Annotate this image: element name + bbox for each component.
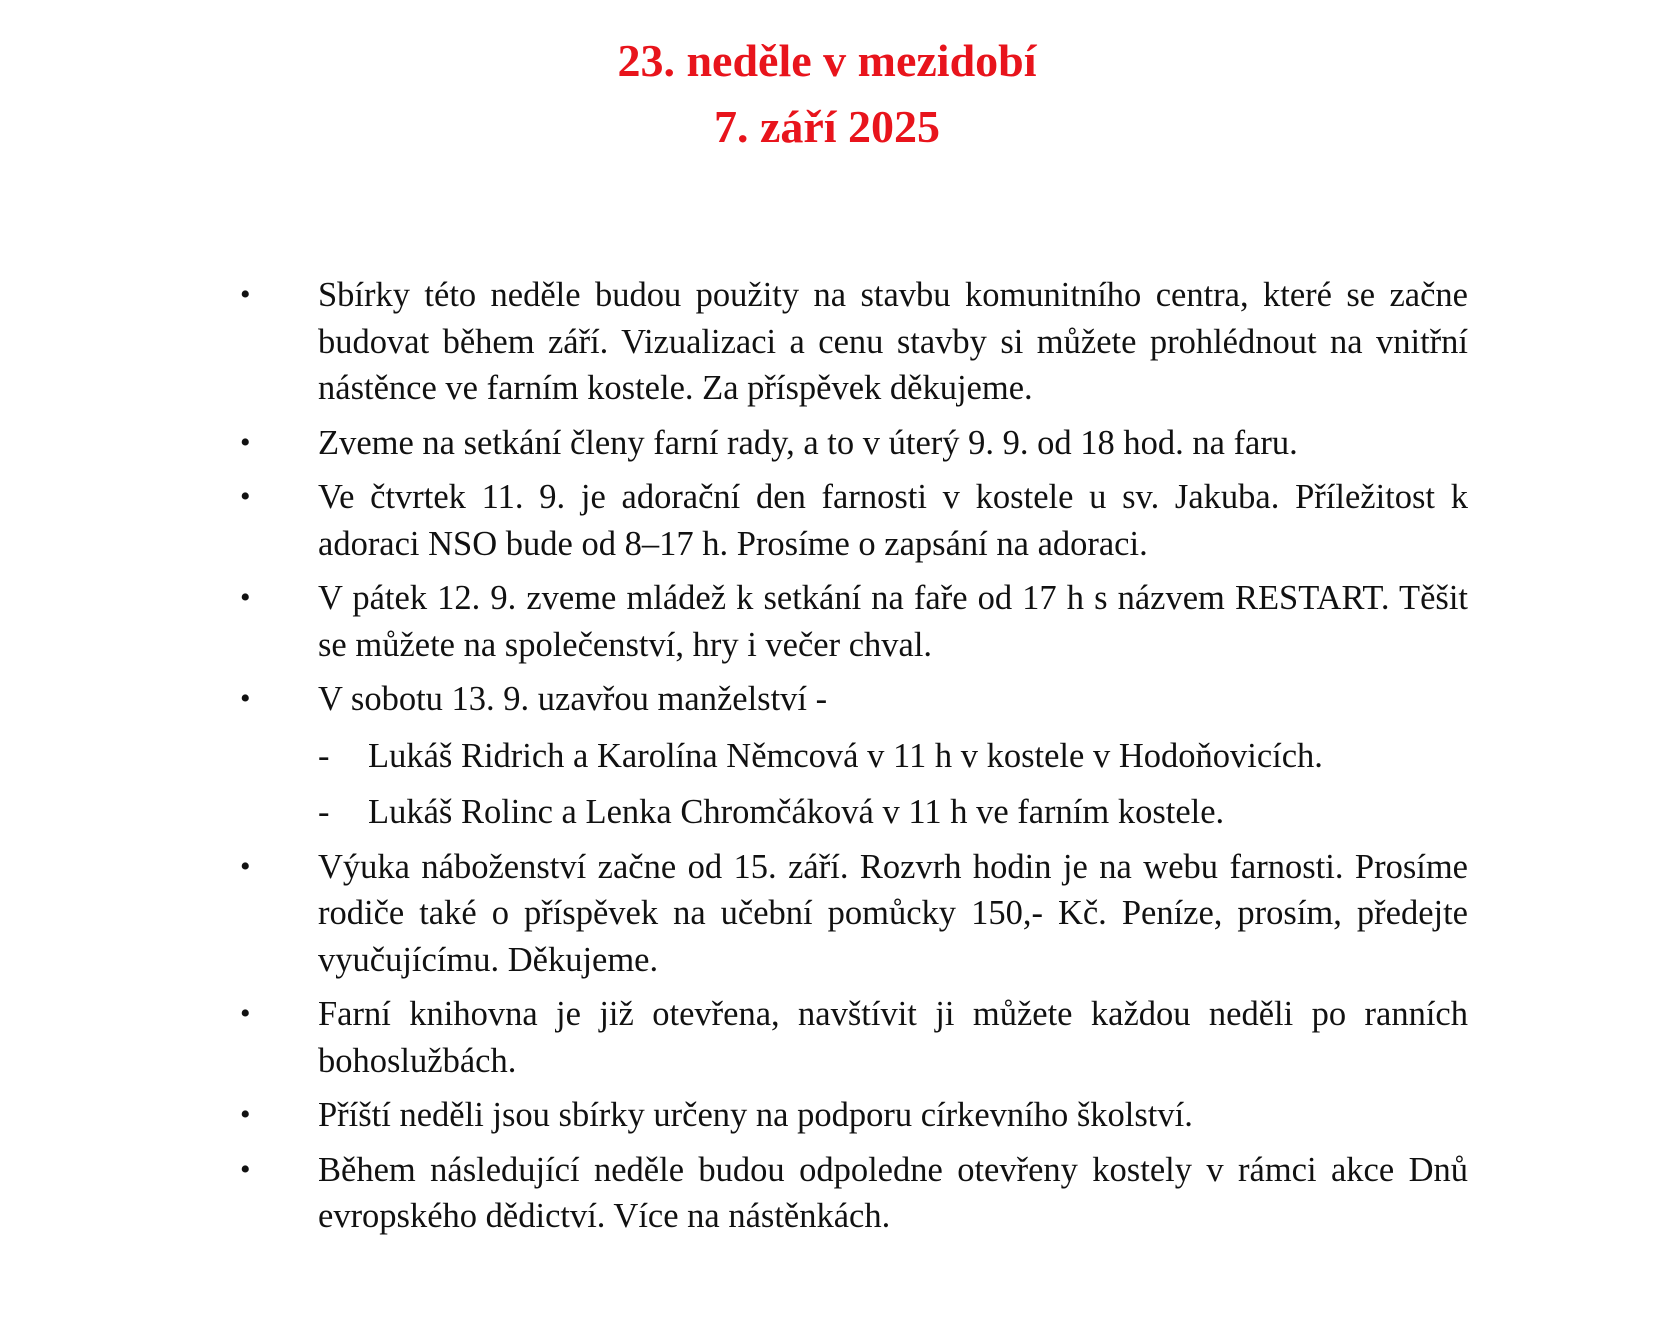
announcement-item bbox=[240, 844, 1468, 984]
bullet-icon: • bbox=[240, 480, 251, 513]
announcement-text: Farní knihovna je již otevřena, navštívit ji můžete každou neděli po ranních bohoslužbách. bbox=[318, 995, 1468, 1080]
announcement-item bbox=[240, 1092, 1468, 1139]
announcement-item bbox=[240, 676, 1468, 723]
bullet-icon: • bbox=[240, 1152, 251, 1186]
announcement-item bbox=[240, 474, 1468, 567]
bullet-icon: • bbox=[240, 682, 251, 715]
wedding-text: Lukáš Ridrich a Karolína Němcová v 11 h v kostele v Hodoňovicích. bbox=[368, 736, 1323, 775]
announcement-text: V pátek 12. 9. zveme mládež k setkání na faře od 17 h s názvem RESTART. Těšit se můžete na společenství, hry i večer chval. bbox=[318, 579, 1468, 664]
announcement-text: Během následující neděle budou odpoledne otevřeny kostely v rámci akce Dnů evropského dědictví. Více na nástěnkách. bbox=[318, 1150, 1468, 1235]
announcement-text: Sbírky této neděle budou použity na stavbu komunitního centra, které se začne budovat během září. Vizualizaci a cenu stavby si můžete prohlédnout na vnitřní nástěnce ve farním kostele. Za příspěvek děkujeme. bbox=[318, 276, 1468, 407]
announcement-text: Ve čtvrtek 11. 9. je adorační den farnosti v kostele u sv. Jakuba. Příležitost k adoraci NSO bude od 8–17 h. Prosíme o zapsání na adoraci. bbox=[318, 478, 1468, 563]
wedding-subitem bbox=[318, 733, 1468, 780]
bullet-icon: • bbox=[240, 425, 251, 459]
bullet-icon: • bbox=[240, 581, 251, 614]
announcement-item bbox=[240, 991, 1468, 1084]
announcement-text: Výuka náboženství začne od 15. září. Rozvrh hodin je na webu farnosti. Prosíme rodiče také o příspěvek na učební pomůcky 150,- Kč. Peníze, prosím, předejte vyučujícímu. Děkujeme. bbox=[318, 847, 1468, 979]
announcement-text: Zveme na setkání členy farní rady, a to v úterý 9. 9. od 18 hod. na faru. bbox=[318, 423, 1298, 462]
bullet-icon: • bbox=[240, 1098, 251, 1131]
page-date: 7. září 2025 bbox=[713, 101, 941, 152]
wedding-text: Lukáš Rolinc a Lenka Chromčáková v 11 h ve farním kostele. bbox=[368, 793, 1225, 831]
dash-marker: - bbox=[318, 793, 330, 831]
announcement-item bbox=[240, 272, 1468, 412]
announcement-list bbox=[0, 272, 1654, 1248]
announcement-item bbox=[240, 1147, 1468, 1240]
announcement-text: Příští neděli jsou sbírky určeny na podporu církevního školství. bbox=[318, 1096, 1193, 1134]
dash-marker: - bbox=[318, 736, 330, 775]
bullet-icon: • bbox=[240, 997, 251, 1030]
bullet-icon: • bbox=[240, 849, 251, 883]
announcement-item bbox=[240, 420, 1468, 467]
page-title: 23. neděle v mezidobí bbox=[617, 35, 1037, 86]
bullet-icon: • bbox=[240, 278, 251, 311]
wedding-subitem bbox=[318, 789, 1468, 836]
announcement-item bbox=[240, 575, 1468, 668]
announcement-text: V sobotu 13. 9. uzavřou manželství - bbox=[318, 680, 828, 718]
